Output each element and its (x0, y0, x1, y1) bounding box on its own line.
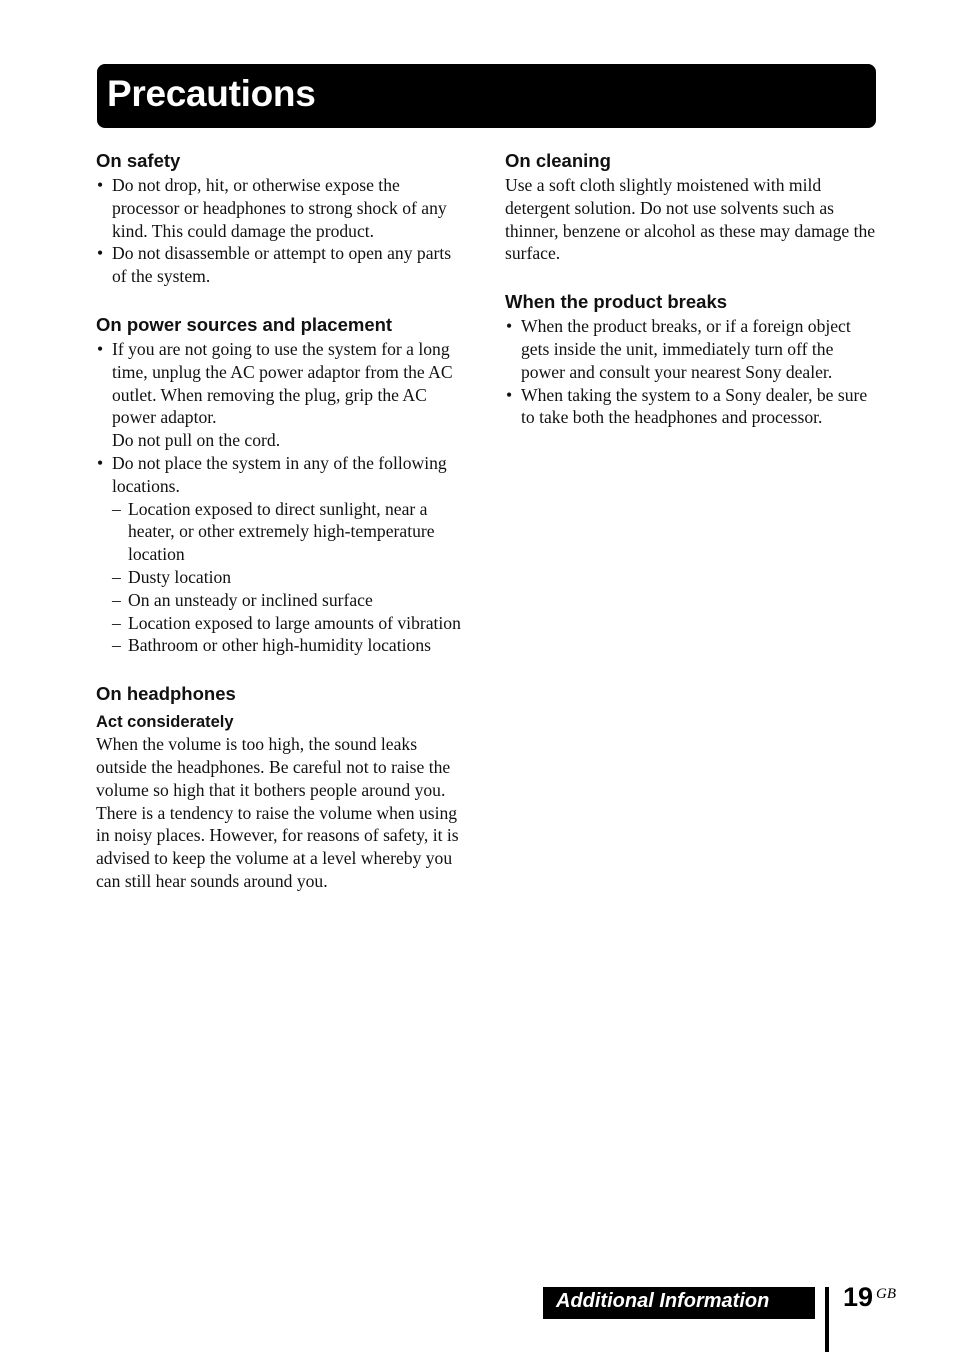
section-on-headphones (96, 681, 468, 893)
title-bar (97, 64, 876, 128)
page-title: Precautions (107, 73, 316, 114)
list-item: – Location exposed to direct sunlight, near a heater, or other extremely high-temperature location (96, 498, 468, 566)
list-item (96, 452, 468, 498)
section-heading: On headphones (96, 683, 236, 705)
footer-divider (825, 1287, 829, 1352)
section-heading: On power sources and placement (96, 313, 393, 335)
right-column (505, 148, 877, 453)
list-item: – Dusty location (96, 566, 468, 589)
paragraph: When the volume is too high, the sound leaks outside the headphones. Be careful not to raise the volume so high that it bothers people around you. (96, 734, 451, 800)
sub-heading: Act considerately (96, 713, 234, 732)
list-item-text: Do not pull on the cord. (112, 430, 281, 451)
list-item: • When taking the system to a Sony dealer, be sure to take both the headphones and processor. (505, 384, 877, 430)
paragraph: Use a soft cloth slightly moistened with mild detergent solution. Do not use solvents such as thinner, benzene or alcohol as these may damage the surface. (505, 175, 876, 264)
section-on-cleaning (505, 148, 877, 265)
location-list (96, 498, 468, 658)
section-power-placement (96, 312, 468, 657)
paragraph: There is a tendency to raise the volume when using in noisy places. However, for reasons of safety, it is advised to keep the volume at a level whereby you can still hear sounds around you. (96, 802, 459, 891)
list-item-text: • Do not place the system in any of the following locations. (112, 452, 447, 496)
bullet-list (96, 174, 468, 288)
footer-section-tab (543, 1287, 815, 1319)
section-product-breaks (505, 289, 877, 429)
page-number-suffix: GB (876, 1286, 896, 1302)
list-item (96, 338, 468, 452)
list-item: – Bathroom or other high-humidity locations (96, 634, 468, 657)
list-item-text: • If you are not going to use the system for a long time, unplug the AC power adaptor from the AC outlet. When removing the plug, grip the AC power adaptor. (112, 338, 453, 428)
list-item: • Do not disassemble or attempt to open any parts of the system. (96, 242, 468, 288)
bullet-list (505, 315, 877, 429)
bullet-list (96, 338, 468, 498)
section-heading: On safety (96, 150, 181, 171)
section-heading: On cleaning (505, 150, 611, 171)
list-item: • When the product breaks, or if a foreign object gets inside the unit, immediately turn off the power and consult your nearest Sony dealer. (505, 315, 877, 383)
page-number: 19 (843, 1282, 874, 1312)
list-item: • Do not drop, hit, or otherwise expose the processor or headphones to strong shock of any kind. This could damage the product. (96, 174, 468, 242)
list-item: – Location exposed to large amounts of vibration (96, 612, 468, 635)
section-on-safety (96, 148, 468, 288)
left-column (96, 148, 468, 917)
section-heading: When the product breaks (505, 291, 728, 313)
list-item: – On an unsteady or inclined surface (96, 589, 468, 612)
footer-section-label: Additional Information (556, 1290, 770, 1312)
